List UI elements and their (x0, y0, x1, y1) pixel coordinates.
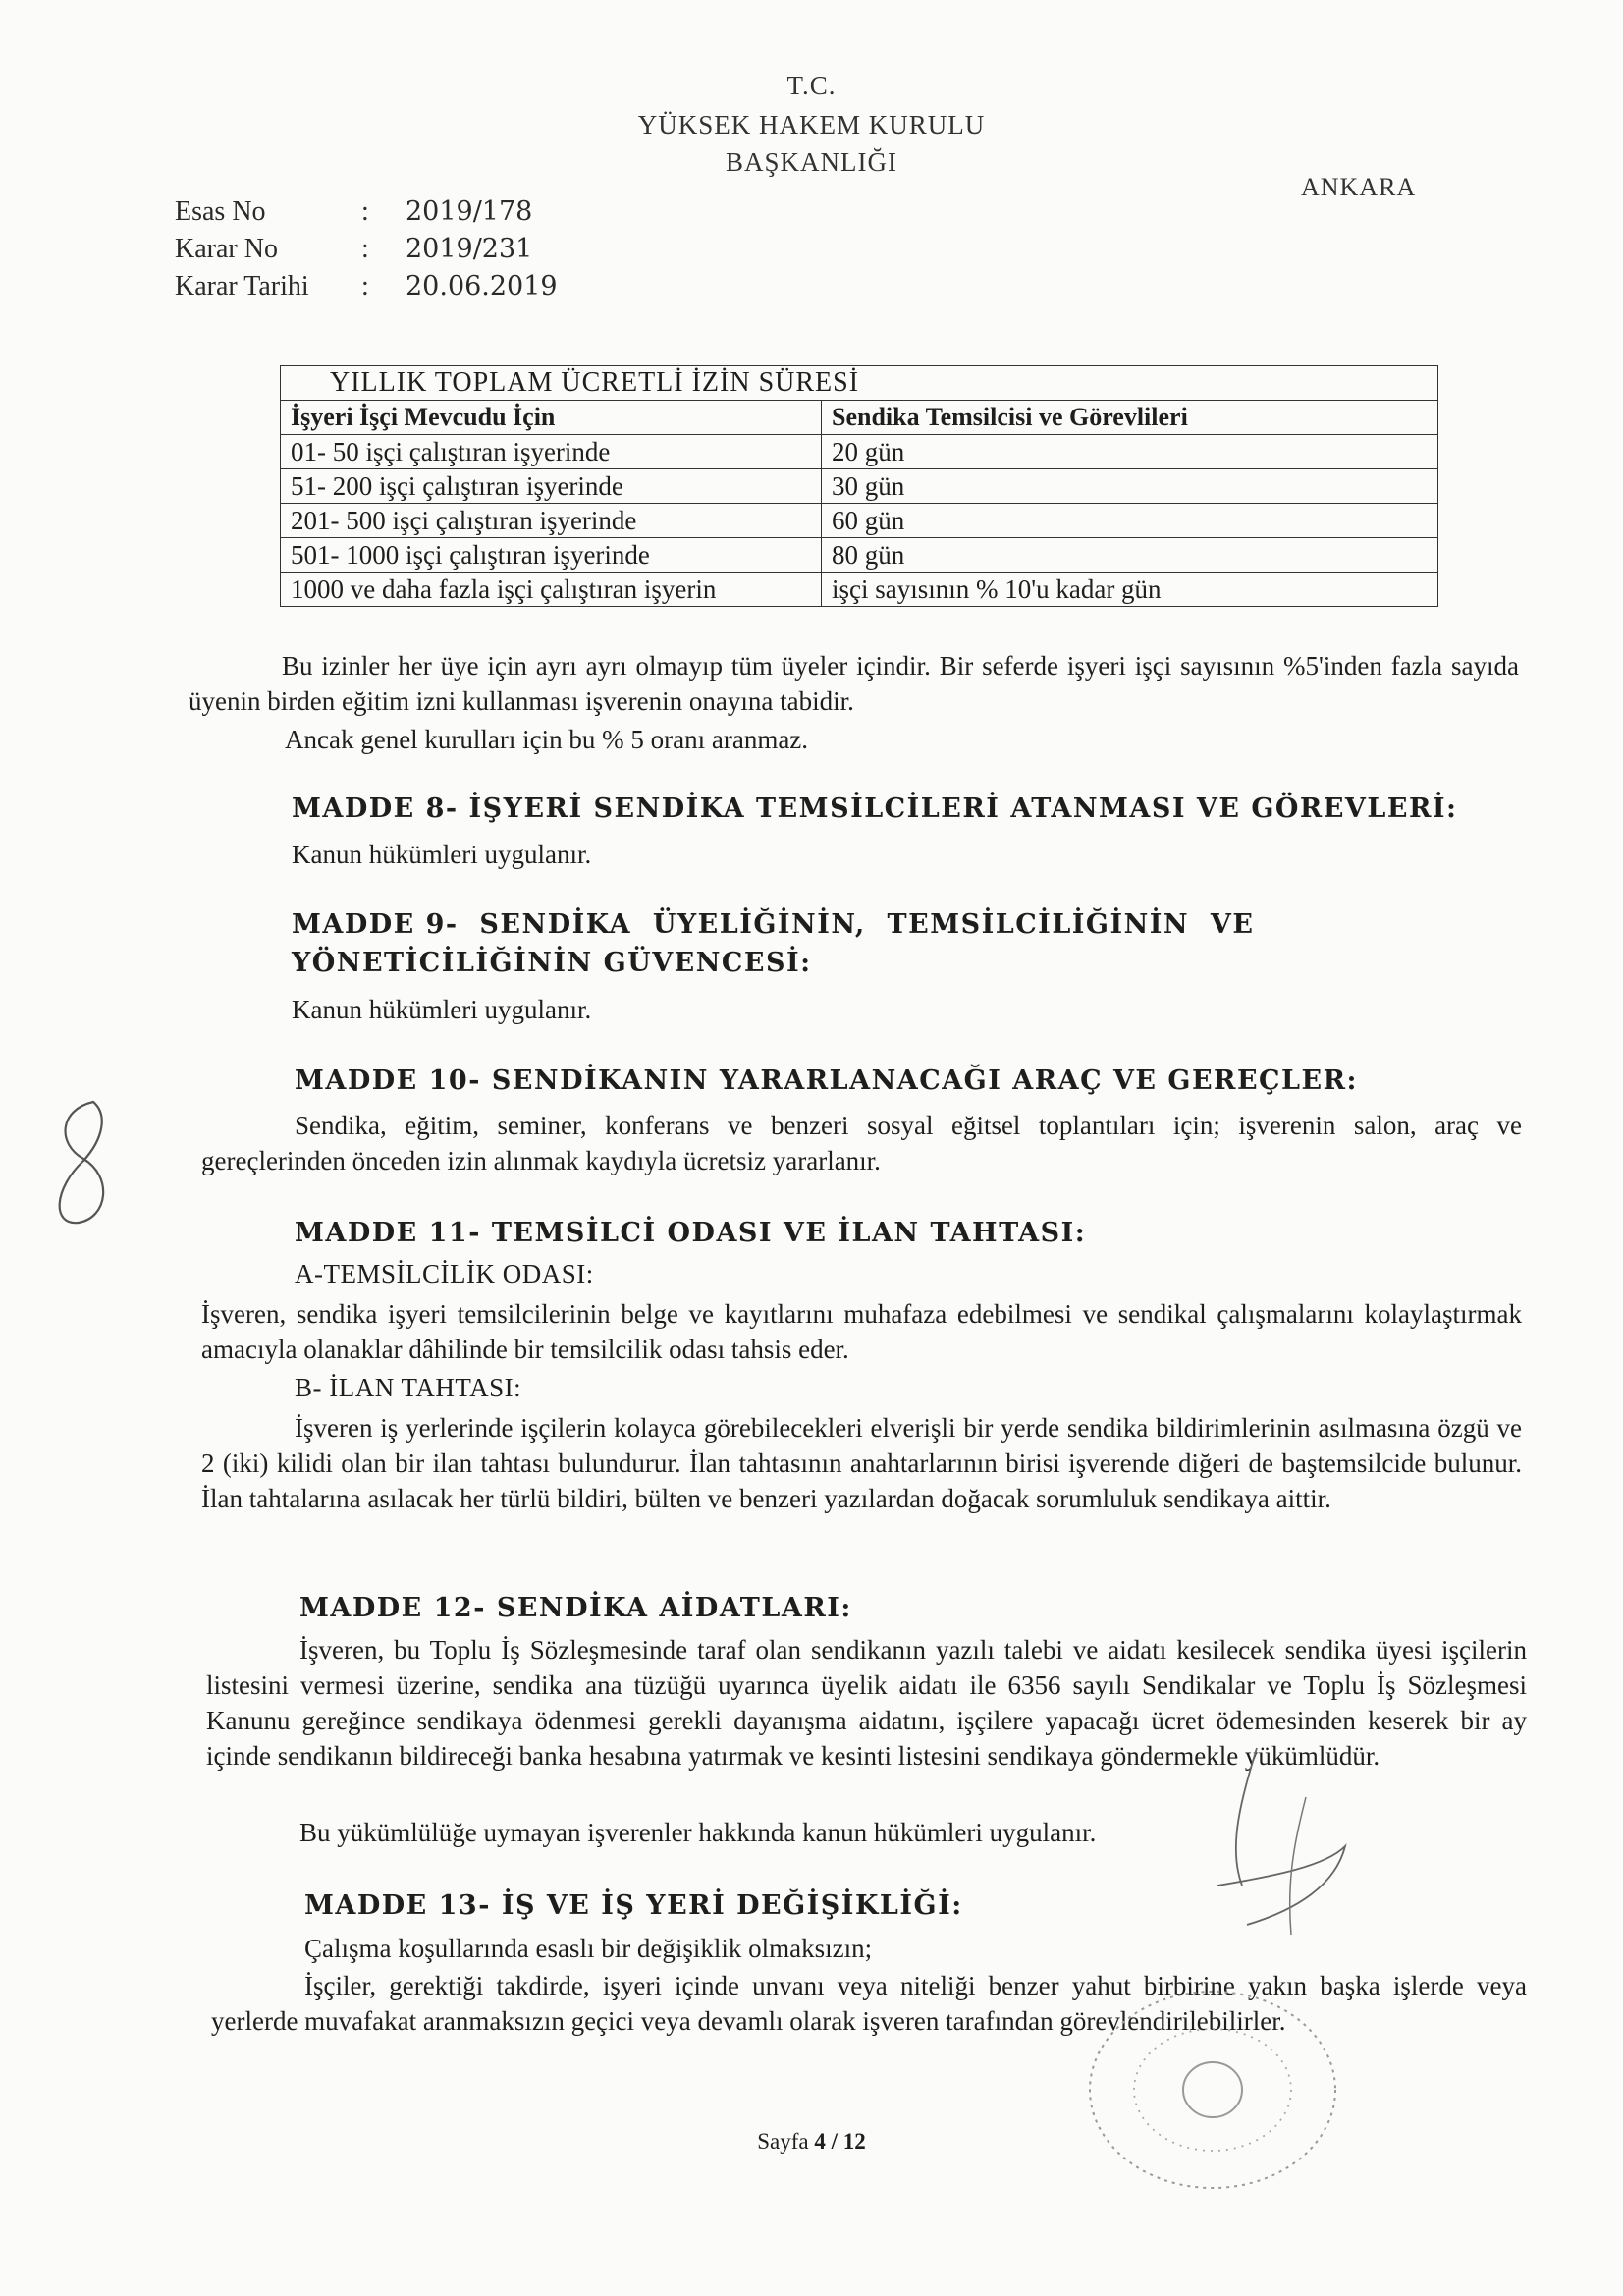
table-cell: 201- 500 işçi çalıştıran işyerinde (281, 504, 822, 538)
meta-separator: : (361, 234, 369, 264)
official-stamp (1065, 1974, 1360, 2210)
article-9-title-line1: MADDE 9- SENDİKA ÜYELİĞİNİN, TEMSİLCİLİĞİNİN VE (292, 909, 1255, 940)
table-cell: 60 gün (822, 504, 1438, 538)
article-11-body-a: İşveren, sendika işyeri temsilcilerinin belge ve kayıtlarını muhafaza edebilmesi ve sendikal çalışmalarını kolaylaştırmak amacıyla olanaklar dâhilinde bir temsilcilik odası tahsis eder. (201, 1299, 1522, 1364)
table-row (281, 538, 1438, 573)
article-8-title: MADDE 8- İŞYERİ SENDİKA TEMSİLCİLERİ ATANMASI VE GÖREVLERİ: (292, 793, 1458, 824)
table-row (281, 366, 1438, 401)
header-institution: YÜKSEK HAKEM KURULU (637, 110, 986, 139)
table-row (281, 435, 1438, 469)
meta-separator: : (361, 196, 369, 227)
meta-tarih-label: Karar Tarihi (175, 271, 309, 301)
article-9-title-line2: YÖNETİCİLİĞİNİN GÜVENCESİ: (292, 948, 812, 978)
article-10-title: MADDE 10- SENDİKANIN YARARLANACAĞI ARAÇ VE GEREÇLER: (295, 1066, 1359, 1096)
article-13-title: MADDE 13- İŞ VE İŞ YERİ DEĞİŞİKLİĞİ: (304, 1890, 963, 1921)
meta-karar-label: Karar No (175, 234, 278, 264)
meta-karar-no (175, 234, 532, 265)
header-presidency: BAŞKANLIĞI (726, 147, 897, 177)
table-cell: 80 gün (822, 538, 1438, 573)
leave-table-title: YILLIK TOPLAM ÜCRETLİ İZİN SÜRESİ (281, 366, 1438, 401)
meta-karar-tarihi (175, 271, 558, 302)
table-header-cell: İşyeri İşçi Mevcudu İçin (281, 401, 822, 435)
table-row (281, 504, 1438, 538)
article-12-body: İşveren, bu Toplu İş Sözleşmesinde taraf olan sendikanın yazılı talebi ve aidatı kesilecek sendika üyesi işçilerin listesini vermesi üzerine, sendika ana tüzüğü uyarınca üyelik aidatı ile 6356 sayılı Sendikalar ve Toplu İş Sözleşmesi Kanunu gereğince sendikaya ödenmesi gerekli dayanışma aidatını, işçilere yapacağı ücret ödemesinden keserek bir ay içinde sendikanın bildireceği banka hesabına yatırmak ve kesinti listesini sendikaya göndermekle yükümlüdür. (206, 1635, 1527, 1771)
table-cell: 30 gün (822, 469, 1438, 504)
general-assembly-note: Ancak genel kurulları için bu % 5 oranı aranmaz. (285, 725, 809, 754)
page-number: 4 / 12 (814, 2129, 866, 2154)
table-row (281, 401, 1438, 435)
page-label: Sayfa (757, 2129, 809, 2154)
article-13-condition: Çalışma koşullarında esaslı bir değişiklik olmaksızın; (304, 1934, 873, 1963)
table-row (281, 573, 1438, 607)
meta-tarih-value: 20.06.2019 (406, 271, 558, 301)
meta-karar-value: 2019/231 (406, 234, 533, 264)
article-9-body: Kanun hükümleri uygulanır. (292, 995, 592, 1024)
page-footer (0, 2129, 1623, 2155)
article-12-sanction: Bu yükümlülüğe uymayan işverenler hakkında kanun hükümleri uygulanır. (299, 1818, 1097, 1847)
table-cell: 20 gün (822, 435, 1438, 469)
header-city: ANKARA (1301, 173, 1417, 201)
handwritten-initial-mark (39, 1090, 128, 1237)
article-10-body: Sendika, eğitim, seminer, konferans ve benzeri sosyal eğitsel toplantıları için; işverenin salon, araç ve gereçlerinden önceden izin alınmak kaydıyla ücretsiz yararlanır. (201, 1111, 1522, 1175)
leave-note-paragraph: Bu izinler her üye için ayrı ayrı olmayıp tüm üyeler içindir. Bir seferde işyeri işçi sayısının %5'inden fazla sayıda üyenin birden eğitim izni kullanması işverenin onayına tabidir. (189, 651, 1519, 716)
article-11-body-b: İşveren iş yerlerinde işçilerin kolayca görebilecekleri elverişli bir yerde sendika bildirimlerinin asılmasına özgü ve 2 (iki) kilidi olan bir ilan tahtası bulundurur. İlan tahtasının anahtarlarının birisi işverende diğeri de baştemsilcide bulunur. İlan tahtalarına asılacak her türlü bildiri, bülten ve benzeri yazılardan doğacak sorumluluk sendikaya aittir. (201, 1413, 1522, 1513)
meta-esas-label: Esas No (175, 196, 266, 227)
header-tc: T.C. (786, 71, 837, 100)
table-cell: 501- 1000 işçi çalıştıran işyerinde (281, 538, 822, 573)
table-cell: 01- 50 işçi çalıştıran işyerinde (281, 435, 822, 469)
article-11-title: MADDE 11- TEMSİLCİ ODASI VE İLAN TAHTASI: (295, 1218, 1087, 1248)
table-cell: 1000 ve daha fazla işçi çalıştıran işyerin (281, 573, 822, 607)
table-header-cell: Sendika Temsilcisi ve Görevlileri (822, 401, 1438, 435)
meta-esas-value: 2019/178 (406, 196, 533, 227)
article-11-subtitle-b: B- İLAN TAHTASI: (295, 1373, 522, 1402)
table-cell: 51- 200 işçi çalıştıran işyerinde (281, 469, 822, 504)
leave-table (280, 365, 1438, 607)
article-8-body: Kanun hükümleri uygulanır. (292, 840, 592, 869)
table-cell: işçi sayısının % 10'u kadar gün (822, 573, 1438, 607)
article-13-body: İşçiler, gerektiği takdirde, işyeri içinde unvanı veya niteliği benzer yahut birbirine yakın başka işlerde veya yerlerde muvafakat aranmaksızın geçici veya devamlı olarak işveren tarafından görevlendirilebilirler. (211, 1971, 1527, 2036)
table-row (281, 469, 1438, 504)
signature-mark (1188, 1738, 1384, 1964)
article-12-title: MADDE 12- SENDİKA AİDATLARI: (299, 1593, 852, 1623)
meta-esas-no (175, 196, 532, 228)
article-11-subtitle-a: A-TEMSİLCİLİK ODASI: (295, 1259, 594, 1288)
meta-separator: : (361, 271, 369, 301)
